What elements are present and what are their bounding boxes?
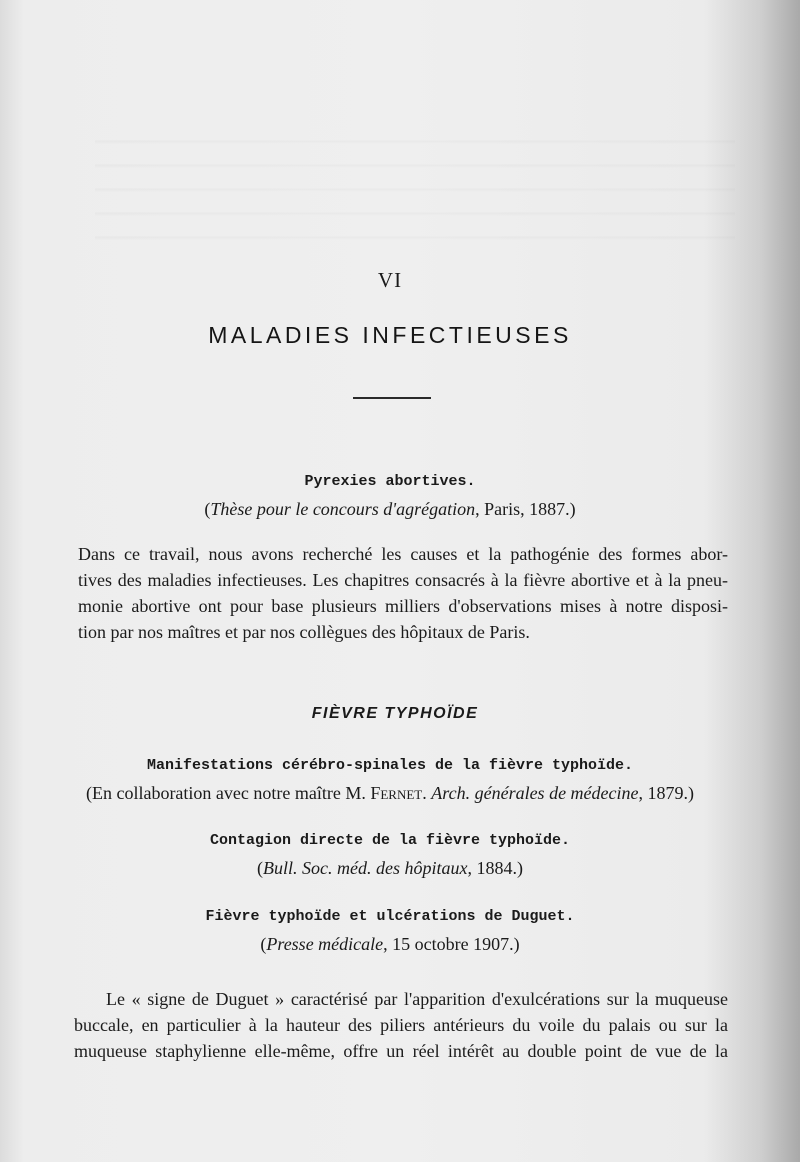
typhoide-paragraph: [74, 986, 728, 1064]
show-through-text: [95, 120, 735, 250]
entry-heading: Manifestations cérébro-spinales de la fièvre typhoïde.: [146, 757, 634, 774]
paragraph-line: muqueuse staphylienne elle-même, offre un réel intérêt au double point de vue de la: [74, 1041, 728, 1061]
chapter-number: VI: [377, 268, 403, 292]
pyrexies-reference: (Thèse pour le concours d'agrégation, Paris, 1887.): [204, 499, 576, 519]
section-title: FIÈVRE TYPHOÏDE: [311, 705, 479, 722]
paragraph-line: Le « signe de Duguet » caractérisé par l'apparition d'exulcérations sur la muqueuse: [106, 989, 728, 1009]
chapter-title: MALADIES INFECTIEUSES: [208, 322, 572, 348]
paragraph-line: buccale, en particulier à la hauteur des piliers antérieurs du voile du palais ou sur la: [74, 1015, 728, 1035]
entry-heading: Contagion directe de la fièvre typhoïde.: [209, 832, 571, 849]
title-rule: [353, 397, 431, 399]
entry-reference: (Bull. Soc. méd. des hôpitaux, 1884.): [257, 858, 523, 878]
pyrexies-paragraph: [78, 541, 728, 645]
entry-heading: Fièvre typhoïde et ulcérations de Duguet.: [205, 908, 575, 925]
entry-reference: (En collaboration avec notre maître M. Fernet. Arch. générales de médecine, 1879.): [85, 783, 695, 803]
paragraph-line: monie abortive ont pour base plusieurs milliers d'observations mises à notre disposi-: [78, 596, 728, 616]
pyrexies-heading: Pyrexies abortives.: [304, 473, 476, 490]
paragraph-line: tives des maladies infectieuses. Les chapitres consacrés à la fièvre abortive et à la pneu-: [78, 570, 728, 590]
paragraph-line: Dans ce travail, nous avons recherché les causes et la pathogénie des formes abor-: [78, 544, 728, 564]
entry-reference: (Presse médicale, 15 octobre 1907.): [260, 934, 520, 954]
paragraph-line: tion par nos maîtres et par nos collègues des hôpitaux de Paris.: [78, 622, 530, 642]
